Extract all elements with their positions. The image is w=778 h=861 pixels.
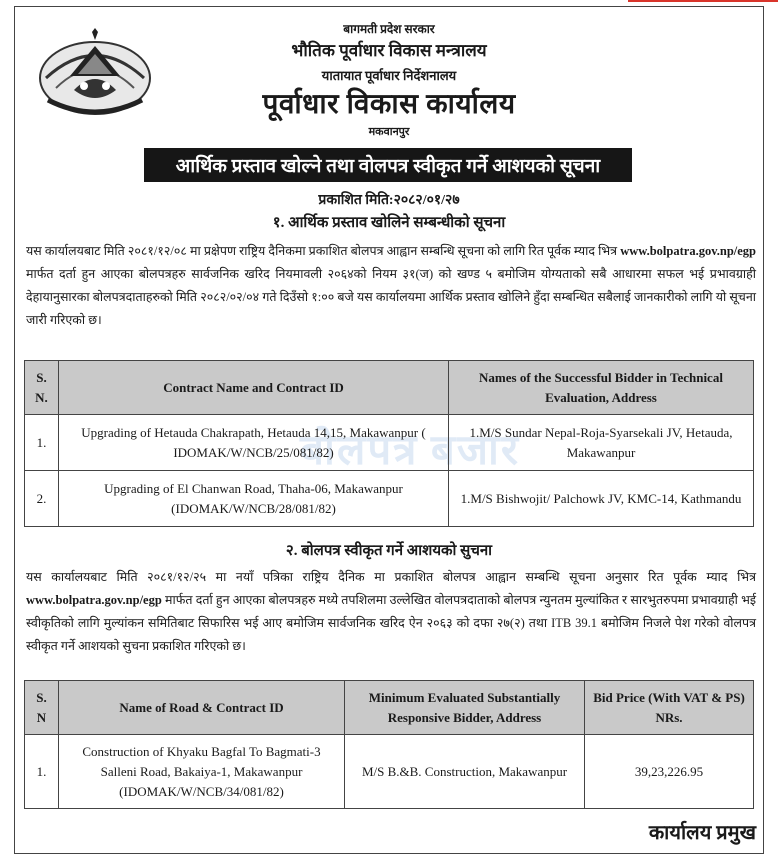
column-header-road: Name of Road & Contract ID [59, 681, 345, 735]
column-header-bidder: Names of the Successful Bidder in Technical Evaluation, Address [449, 361, 754, 415]
row-sn: 1. [25, 735, 59, 809]
office-location: मकवानपुर [368, 126, 410, 138]
row-bidder: 1.M/S Sundar Nepal-Roja-Syarsekali JV, Hetauda, Makawanpur [449, 415, 754, 471]
row-sn: 2. [25, 471, 59, 527]
column-header-sn: S. N. [25, 361, 59, 415]
section-1-paragraph [26, 240, 756, 332]
published-date: प्रकाशित मिति:२०८२/०१/२७ [318, 193, 460, 208]
section-2-text-b: मार्फत दर्ता हुन आएका बोलपत्रहरु मध्ये तपशिलमा उल्लेखित वोलपत्रदाताको बोलपत्र न्युनतम मुल्यांकित र सारभुतरुपमा प्रभावग्राही भई स्वीकृतिको लागि मुल्यांकन समितिबाट सिफारिस भई आए बमोजिम सार्वजनिक खरिद ऐन २०६३ को दफा २७(२) तथा ITB 39.1 बमोजिम निजले पेश गरेको वोलपत्र स्वीकृत गर्ने आशयको सुचना प्रकाशित गरिएको छ। [26, 593, 756, 653]
table-row [25, 735, 754, 809]
section-1-title: १. आर्थिक प्रस्ताव खोलिने सम्बन्धीको सूचना [272, 215, 506, 231]
column-header-contract: Contract Name and Contract ID [59, 361, 449, 415]
province-government: बागमती प्रदेश सरकार [343, 22, 435, 36]
top-accent-line [628, 0, 778, 2]
ministry-name: भौतिक पूर्वाधार विकास मन्त्रालय [291, 41, 487, 60]
row-sn: 1. [25, 415, 59, 471]
row-contract: Upgrading of Hetauda Chakrapath, Hetauda 14,15, Makawanpur ( IDOMAK/W/NCB/25/081/82) [59, 415, 449, 471]
section-1-text-a: यस कार्यालयबाट मिति २०८१/१२/०८ मा प्रक्षेपण राष्ट्रिय दैनिकमा प्रकाशित बोलपत्र आह्वान सम्बन्धि सूचना को लागि रित पूर्वक म्याद भित्र [26, 244, 618, 258]
row-bidder: M/S B.&B. Construction, Makawanpur [345, 735, 585, 809]
row-road: Construction of Khyaku Bagfal To Bagmati-3 Salleni Road, Bakaiya-1, Makawanpur (IDOMAK/W/NCB/34/081/82) [59, 735, 345, 809]
row-price: 39,23,226.95 [585, 735, 754, 809]
office-chief-signature: कार्यालय प्रमुख [648, 822, 756, 844]
row-contract: Upgrading of El Chanwan Road, Thaha-06, Makawanpur (IDOMAK/W/NCB/28/081/82) [59, 471, 449, 527]
section-2-paragraph [26, 566, 756, 658]
table-header-row [25, 681, 754, 735]
directorate-name: यातायात पूर्वाधार निर्देशनालय [321, 68, 457, 83]
section-2-url: www.bolpatra.gov.np/egp [26, 593, 162, 607]
office-name: पूर्वाधार विकास कार्यालय [262, 89, 516, 120]
bid-acceptance-table [24, 680, 754, 809]
technical-evaluation-table [24, 360, 754, 527]
table-header-row [25, 361, 754, 415]
column-header-price: Bid Price (With VAT & PS) NRs. [585, 681, 754, 735]
column-header-sn: S. N [25, 681, 59, 735]
section-2-text-a: यस कार्यालयबाट मिति २०८१/१२/२५ मा नयाँ पत्रिका राष्ट्रिय दैनिक मा प्रकाशित बोलपत्र आह्वान सम्बन्धि सूचना अनुसार रित पूर्वक म्याद भित्र [26, 570, 756, 584]
table-row [25, 471, 754, 527]
column-header-bidder: Minimum Evaluated Substantially Responsive Bidder, Address [345, 681, 585, 735]
section-2-title: २. बोलपत्र स्वीकृत गर्ने आशयको सुचना [285, 543, 493, 559]
row-bidder: 1.M/S Bishwojit/ Palchowk JV, KMC-14, Kathmandu [449, 471, 754, 527]
table-row [25, 415, 754, 471]
section-1-text-b: मार्फत दर्ता हुन आएका बोलपत्रहरु सार्वजनिक खरिद नियमावली २०६४को नियम ३१(ज) को खण्ड ५ बमोजिम योग्यताको सबै आधारमा सफल भई प्रभावग्राही देहायानुसारका बोलपत्रदाताहरुको मिति २०८२/०२/०४ गते दिउँसो १:०० बजे यस कार्यालयमा आर्थिक प्रस्ताव खोलिने हुँदा सम्बन्धित सबैलाई जानकारीको लागि यो सूचना जारी गरिएको छ। [26, 267, 756, 327]
notice-title-banner: आर्थिक प्रस्ताव खोल्ने तथा वोलपत्र स्वीकृत गर्ने आशयको सूचना [144, 148, 632, 182]
section-1-url: www.bolpatra.gov.np/egp [620, 244, 757, 258]
watermark: बोलपत्र बजार [300, 428, 521, 474]
